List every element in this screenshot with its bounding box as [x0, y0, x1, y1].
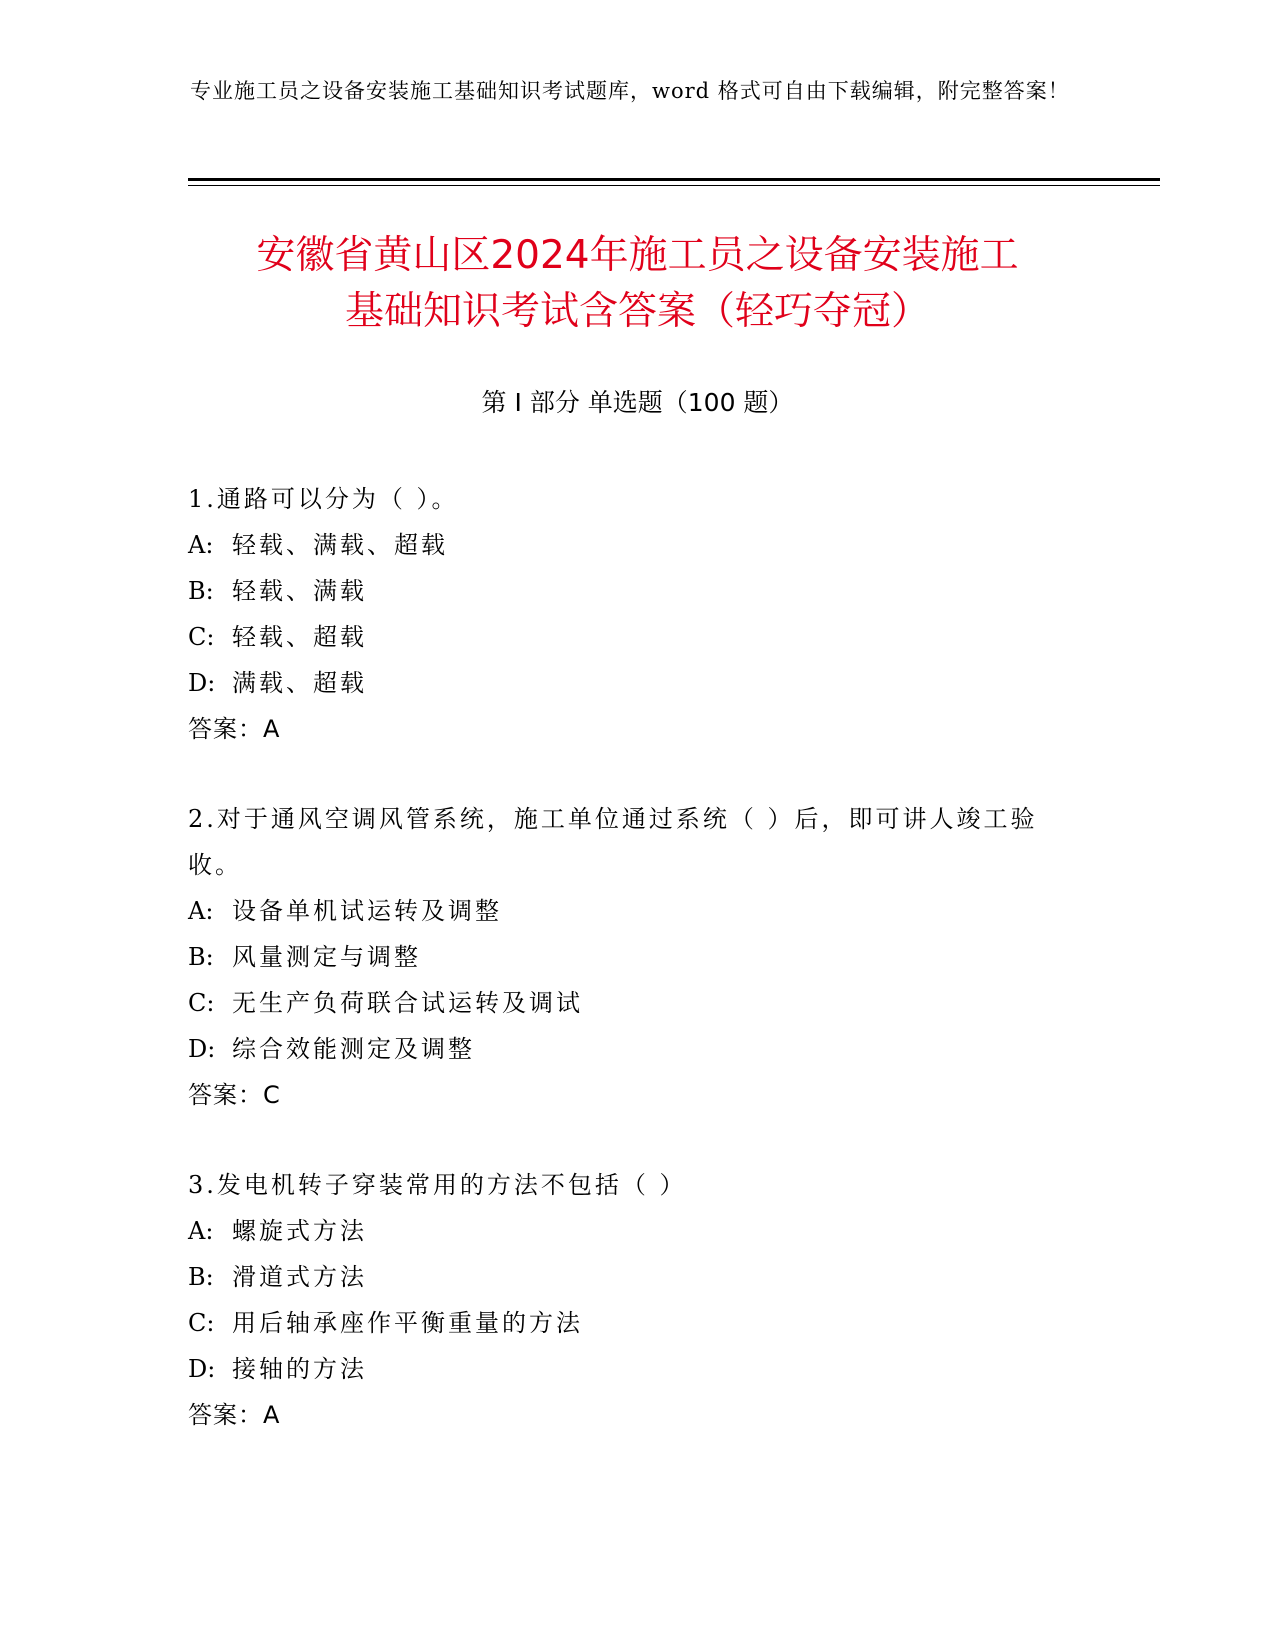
option-text: 用后轴承座作平衡重量的方法 [232, 1309, 583, 1337]
option-text: 轻载、超载 [232, 623, 367, 651]
option-letter: D: [188, 1355, 216, 1383]
question-stem: 3.发电机转子穿装常用的方法不包括（ ） [188, 1171, 687, 1199]
title-line-1: 安徽省黄山区2024年施工员之设备安装施工 [256, 233, 1019, 278]
option-letter: C: [188, 1309, 215, 1337]
option-text: 接轴的方法 [232, 1355, 367, 1383]
question-2 [188, 796, 1088, 1118]
option-text: 轻载、满载 [232, 577, 367, 605]
option-b [188, 1254, 1088, 1300]
option-d [188, 1346, 1088, 1392]
option-letter: D: [188, 669, 216, 697]
option-letter: B: [188, 1263, 214, 1291]
option-c [188, 980, 1088, 1026]
question-1 [188, 476, 1088, 752]
option-letter: A: [188, 897, 214, 925]
option-c [188, 1300, 1088, 1346]
section-heading: 第 I 部分 单选题（100 题） [481, 388, 794, 417]
option-text: 轻载、满载、超载 [232, 531, 448, 559]
question-list [188, 476, 1088, 1482]
answer-line: 答案：A [188, 1401, 281, 1429]
title-line-2: 基础知识考试含答案（轻巧夺冠） [344, 289, 930, 334]
option-d [188, 1026, 1088, 1072]
option-letter: B: [188, 943, 214, 971]
option-text: 设备单机试运转及调整 [232, 897, 502, 925]
option-a [188, 522, 1088, 568]
option-d [188, 660, 1088, 706]
option-letter: C: [188, 623, 215, 651]
option-letter: C: [188, 989, 215, 1017]
option-b [188, 934, 1088, 980]
option-letter: A: [188, 531, 214, 559]
option-text: 无生产负荷联合试运转及调试 [232, 989, 583, 1017]
option-letter: B: [188, 577, 214, 605]
option-text: 滑道式方法 [232, 1263, 367, 1291]
option-letter: A: [188, 1217, 214, 1245]
header-divider-thin [188, 185, 1160, 186]
answer-line: 答案：C [188, 1081, 281, 1109]
document-title [160, 228, 1115, 340]
option-text: 综合效能测定及调整 [232, 1035, 475, 1063]
option-text: 风量测定与调整 [232, 943, 421, 971]
option-text: 螺旋式方法 [232, 1217, 367, 1245]
question-stem: 2.对于通风空调风管系统，施工单位通过系统（ ）后，即可讲人竣工验收。 [188, 805, 1038, 879]
question-3 [188, 1162, 1088, 1438]
answer-line: 答案：A [188, 715, 281, 743]
question-stem: 1.通路可以分为（ ）。 [188, 485, 459, 513]
option-a [188, 888, 1088, 934]
option-text: 满载、超载 [232, 669, 367, 697]
option-a [188, 1208, 1088, 1254]
option-letter: D: [188, 1035, 216, 1063]
option-c [188, 614, 1088, 660]
header-note: 专业施工员之设备安装施工基础知识考试题库，word 格式可自由下载编辑，附完整答案！ [190, 79, 1070, 103]
header-divider-thick [188, 178, 1160, 181]
option-b [188, 568, 1088, 614]
